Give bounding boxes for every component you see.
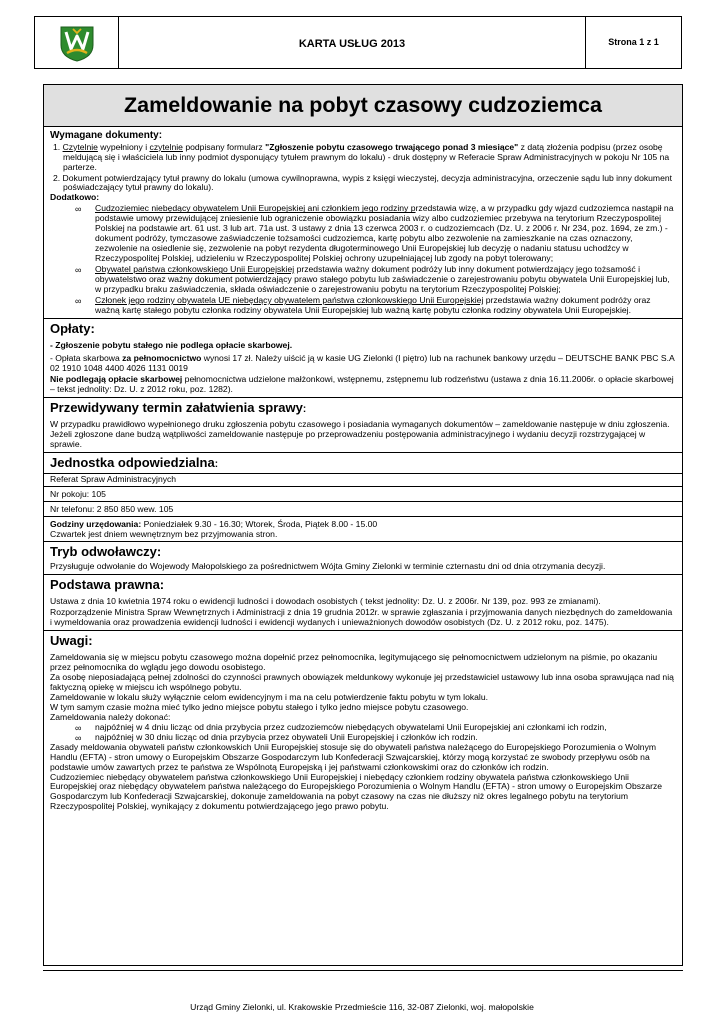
legal-basis-heading: Podstawa prawna:: [50, 577, 165, 593]
item-text: wypełniony i: [97, 141, 150, 152]
document-title: Zameldowanie na pobyt czasowy cudzoziemca: [44, 85, 682, 127]
fees-line-2: [50, 354, 676, 374]
appeal-section: [44, 542, 682, 575]
required-documents-section: [44, 127, 682, 319]
item-text: z datą złożenia podpisu (przez osobę meldującą się i właściciela lub inny podmiot dysponujący tytułem prawnym do lokalu) - druk dostępny w Referacie Spraw Administracyjnych w pokoju Nr 105 na parterze.: [63, 141, 670, 172]
heading-colon: :: [302, 403, 307, 415]
bullet-icon: ∞: [75, 296, 82, 307]
appeal-heading: Tryb odwoławczy:: [50, 544, 162, 560]
unit-heading-row: [44, 453, 682, 475]
notes-p2: Za osobę nieposiadającą pełnej zdolności do czynności prawnych obowiązek meldunkowy wykonuje jej przedstawiciel ustawowy lub inna osoba sprawująca nad nią faktyczną opiekę w miejscu ich wspólnego pobytu.: [50, 671, 674, 692]
notes-bullet-2: [50, 733, 676, 743]
required-item-1: [50, 143, 676, 173]
subject-text: Obywatel państwa członkowskiego Unii Europejskiej: [95, 264, 295, 275]
additional-heading: Dodatkowo:: [50, 192, 100, 203]
fees-heading: Opłaty:: [50, 321, 95, 337]
notes-bullet-text: najpóźniej w 4 dniu licząc od dnia przybycia przez cudzoziemców niebędących obywatelami Unii Europejskiej ani członkami ich rodzin,: [95, 721, 607, 732]
bullet-icon: ∞: [75, 722, 82, 733]
notes-p7: Cudzoziemiec niebędący obywatelem państwa członkowskiego Unii Europejskiej i niebędący członkiem rodziny obywatela państwa członkowskiego Unii Europejskiej oraz niebędący obywatelem państwa należącego do Europejskiego Porozumienia o Wolnym Handlu (EFTA) - stron umowy o Europejskim Obszarze Gospodarczym lub Konfederacji Szwajcarskiej, dokonuje zameldowania na pobyt czasowy na czas nie dłuższy niż okres legalnego pobytu na terytorium Rzeczypospolitej Polskiej, wynikający z dokumentu potwierdzającego jego prawo pobytu.: [50, 771, 663, 812]
required-documents-heading: Wymagane dokumenty:: [50, 130, 163, 141]
additional-item-3: [50, 296, 676, 316]
item-text: podpisany formularz: [182, 141, 266, 152]
fees-text: pełnomocnictwa udzielone małżonkowi, wstępnemu, zstępnemu lub rodzeństwu (ustawa z dnia 16.11.2006r. o opłacie skarbowej – tekst jednolity: Dz. U. z 2012 roku, poz. 1282).: [50, 373, 674, 394]
legal-basis-1: Ustawa z dnia 10 kwietnia 1974 roku o ewidencji ludności i dowodach osobistych ( tekst jednolity: Dz. U. z 2006r. Nr 139, poz. 993 ze zmianami).: [50, 596, 601, 607]
hours-label: Godziny urzędowania:: [50, 519, 142, 530]
notes-heading: Uwagi:: [50, 632, 93, 648]
unit-room: Nr pokoju: 105: [44, 487, 682, 502]
deadline-section: [44, 398, 682, 453]
additional-item-2: [50, 265, 676, 295]
notes-p3: Zameldowanie w lokalu służy wyłącznie celom ewidencyjnym i ma na celu potwierdzenie faktu pobytu w tym lokalu.: [50, 691, 489, 702]
unit-referat: Referat Spraw Administracyjnych: [44, 474, 682, 487]
page-header: [34, 16, 682, 69]
notes-p6: Zasady meldowania obywateli państw członkowskich Unii Europejskiej stosuje się do obywateli państwa należącego do Europejskiego Porozumienia o Wolnym Handlu (EFTA) - stron umowy o Europejskim Obszarze Gospodarczym lub Konfederacji Szwajcarskiej, którzy mogą korzystać ze swobody przepływu osób na podstawie umów zawartych przez te państwa ze Wspólnotą Europejską i jej państwami członkowskimi oraz do członków ich rodzin.: [50, 741, 657, 772]
footer-address: Urząd Gminy Zielonki, ul. Krakowskie Przedmieście 116, 32-087 Zielonki, woj. małopolskie: [190, 1002, 534, 1012]
czytelnie-text: czytelnie: [149, 141, 183, 152]
czytelnie-text: Czytelnie: [62, 141, 98, 152]
legal-basis-2: Rozporządzenie Ministra Spraw Wewnętrznych i Administracji z dnia 19 grudnia 2012r. w sprawie zgłaszania i przyjmowania danych niezbędnych do zameldowania i wymeldowania oraz prowadzenia ewidencji ludności i ewidencji wydanych i unieważnionych dowodów osobistych (Dz. U. z 2012 roku, poz. 1475).: [50, 607, 673, 628]
deadline-text: W przypadku prawidłowo wypełnionego druku zgłoszenia pobytu czasowego i posiadania wymaganych dokumentów – zameldowanie następuje w dniu zgłoszenia. Jeżeli zgłoszone dane budzą wątpliwości zameldowanie następuje po przeprowadzeniu postępowania administracyjnego i wydaniu decyzji rozstrzygającej w sprawie.: [50, 418, 670, 449]
notes-p4: W tym samym czasie można mieć tylko jedno miejsce pobytu stałego i tylko jedno miejsce pobytu czasowego.: [50, 701, 469, 712]
fees-section: [44, 319, 682, 398]
additional-item-1: [50, 204, 676, 264]
hours-value: Poniedziałek 9.30 - 16.30; Wtorek, Środa, Piątek 8.00 - 15.00: [141, 519, 378, 530]
thursday-note: Czwartek jest dniem wewnętrznym bez przyjmowania stron.: [50, 529, 278, 540]
notes-p1: Zameldowania się w miejscu pobytu czasowego można dopełnić przez pełnomocnika, legitymującego się pełnomocnictwem udzielonym na piśmie, po okazaniu przez pełnomocnika do wglądu jego dowodu osobistego.: [50, 651, 658, 672]
appeal-text: Przysługuje odwołanie do Wojewody Małopolskiego za pośrednictwem Wójta Gminy Zielonki w terminie czternastu dni od dnia otrzymania decyzji.: [50, 561, 606, 572]
footer-divider: [43, 970, 683, 971]
notes-section: [44, 631, 682, 814]
notes-bullet-text: najpóźniej w 30 dniu licząc od dnia przybycia przez obywateli Unii Europejskiej i członków ich rodzin.: [95, 731, 478, 742]
fees-text: - Opłata skarbowa: [50, 352, 123, 363]
legal-basis-section: [44, 575, 682, 631]
item-text: przedstawia ważny dokument podróży lub inny dokument potwierdzający jego tożsamość i obywatelstwo oraz ważny dokument potwierdzający prawo stałego pobytu lub zaświadczenie o zarejestrowaniu pobytu obywatela Unii Europejskiej lub, w przypadku braku zaświadczenia, składa oświadczenie o zarejestrowaniu pobytu na terytorium Rzeczypospolitej Polskiej;: [95, 264, 670, 295]
item-number: 1.: [53, 141, 63, 152]
gmina-crest-icon: [57, 23, 97, 63]
bullet-icon: ∞: [75, 204, 82, 215]
subject-text: Cudzoziemiec niebędący obywatelem Unii Europejskiej ani członkiem jego rodziny p: [95, 203, 416, 214]
form-name: "Zgłoszenie pobytu czasowego trwającego ponad 3 miesiące": [265, 141, 519, 152]
required-item-2: 2. Dokument potwierdzający tytuł prawny do lokalu (umowa cywilnoprawna, wypis z księgi wieczystej, decyzja administracyjna, orzeczenie sądu lub inny dokument poświadczający tytuł prawny do lokalu).: [53, 172, 673, 193]
deadline-heading: [50, 400, 676, 417]
card-title: KARTA USŁUG 2013: [119, 17, 586, 68]
notes-p5: Zameldowania należy dokonać:: [50, 711, 171, 722]
deadline-heading-text: Przewidywany termin załatwienia sprawy: [50, 399, 303, 415]
bullet-icon: ∞: [75, 732, 82, 743]
unit-heading-text: Jednostka odpowiedzialna: [50, 454, 215, 470]
fees-line-3: [50, 375, 676, 395]
service-card: [43, 84, 683, 966]
fees-line-1: - Zgłoszenie pobytu stałego nie podlega opłacie skarbowej.: [50, 339, 293, 350]
logo-cell: [35, 17, 119, 68]
page-number: Strona 1 z 1: [608, 37, 659, 48]
bullet-icon: ∞: [75, 265, 82, 276]
fees-bold: za pełnomocnictwo: [122, 352, 202, 363]
unit-phone: Nr telefonu: 2 850 850 wew. 105: [44, 502, 682, 517]
item-text: rzedstawia wizę, a w przypadku gdy wjazd cudzoziemca nastąpił na podstawie umowy przewidującej zniesienie lub ograniczenie obowiązku posiadania wizy albo cudzoziemiec przebywa na terytorium Rzeczypospolitej Polskiej na podstawie art. 61 ust. 3 lub art. 71a ust. 3 ustawy z dnia 13 czerwca 2003 r. o cudzoziemcach (Dz. U. z 2006 r. Nr 234, poz. 1694, ze zm.) - dokument podróży, tymczasowe zaświadczenie tożsamości cudzoziemca, kartę pobytu albo zezwolenie na zamieszkanie na czas oznaczony, zezwolenie na osiedlenie się, zezwolenie na pobyt rezydenta długoterminowego Unii Europejskiej lub decyzję o nadaniu statusu uchodźcy w Rzeczypospolitej Polskiej, udzieleniu w Rzeczypospolitej Polskiej ochrony uzupełniającej lub zgody na pobyt tolerowany;: [95, 203, 674, 264]
subject-text: Członek jego rodziny obywatela UE niebędący obywatelem państwa członkowskiego Unii Europejskiej: [95, 295, 484, 306]
fees-bold: Nie podlegają opłacie skarbowej: [50, 373, 183, 384]
unit-heading: [50, 455, 676, 472]
fees-text: wynosi 17 zł. Należy uiścić ją w kasie UG Zielonki (I piętro) lub na rachunek bankowy urzędu – DEUTSCHE BANK PBC S.A 02 1910 1048 4400 4026 1131 0019: [50, 352, 675, 373]
heading-colon: :: [214, 458, 219, 470]
item-text: przedstawia ważny dokument podróży oraz ważną kartę stałego pobytu członka rodziny obywatela Unii Europejskiej lub ważną kartę pobytu członka rodziny obywatela Unii Europejskiej.: [95, 295, 651, 316]
unit-hours: [44, 517, 682, 542]
